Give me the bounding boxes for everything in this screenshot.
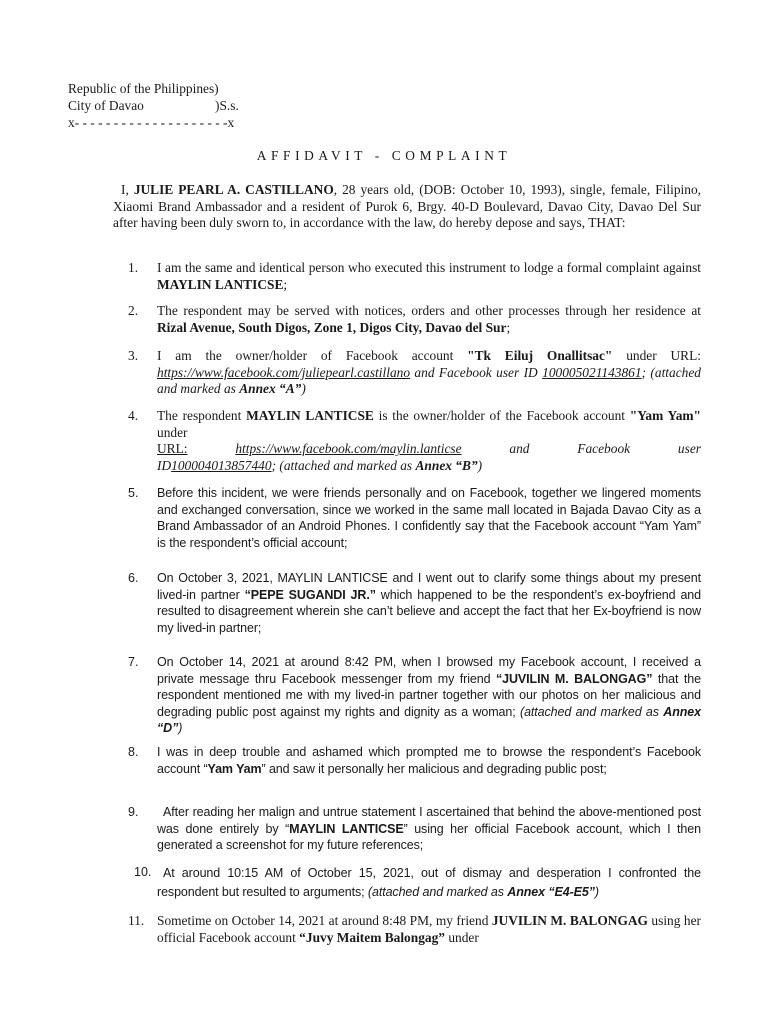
intro-paragraph: [113, 182, 701, 232]
item-3-end: ): [301, 381, 306, 397]
item-4-user: user: [677, 441, 701, 457]
respondent-account-name: Yam Yam: [207, 761, 262, 776]
item-3-text-b: under URL:: [612, 348, 702, 363]
annex-d: Annex “D”: [157, 704, 701, 736]
caption-divider: x- - - - - - - - - - - - - - - - - - - -x: [68, 115, 235, 130]
item-number: 11.: [128, 913, 145, 928]
item-4-end: ): [477, 457, 483, 473]
item-4-text-b: is the owner/holder of the Facebook account: [373, 408, 630, 423]
annex-a: Annex “A”: [239, 381, 302, 397]
affiant-account-name: "Tk Eiluj Onallitsac": [467, 348, 613, 363]
item-text: [157, 348, 701, 398]
item-6-text-a: On October 3, 2021, MAYLIN LANTICSE and I went out to clarify some things about my present lived-in partner: [157, 571, 701, 602]
affiant-user-id: 100005021143861: [542, 364, 642, 380]
item-4-line-1: [157, 408, 701, 441]
item-11-text-c: under: [444, 929, 479, 945]
respondent-account-name: "Yam Yam": [629, 408, 701, 423]
item-4-and: and: [509, 441, 530, 457]
item-number: 1.: [128, 260, 139, 275]
respondent-name: MAYLIN LANTICSE: [289, 821, 404, 836]
item-3-text-d: ; (attached and marked as: [157, 364, 701, 397]
caption-city: [68, 98, 239, 115]
id-label: ID: [157, 457, 172, 473]
item-10-end: ): [594, 885, 599, 899]
item-4-facebook: Facebook: [577, 441, 631, 457]
item-1-text: I am the same and identical person who executed this instrument to lodge a formal complaint against: [157, 260, 701, 275]
item-text: Before this incident, we were friends personally and on Facebook, together we lingered moments and exchanged conversation, since we worked in the same mall located in Bajada Davao City as a Brand Ambassador of an Android Phones. I confidently say that the Facebook account “Yam Yam” is the respondent’s official account;: [157, 486, 701, 550]
item-4-line-3: [157, 458, 701, 475]
item-4-text-g: ; (attached and marked as: [271, 457, 416, 473]
respondent-profile-link[interactable]: https://www.facebook.com/maylin.lanticse: [235, 441, 462, 457]
item-number: 9.: [128, 805, 139, 819]
item-11-text-a: Sometime on October 14, 2021 at around 8:48 PM, my friend: [157, 913, 492, 928]
item-6-text-b: which happened to be the respondent’s ex-boyfriend and resulted to disagreement wherein she can’t believe and accept the fact that her Ex-boyfriend is now my lived-in partner;: [157, 587, 702, 635]
friend-name: JUVILIN M. BALONGAG: [491, 913, 648, 928]
item-text: [157, 744, 701, 777]
respondent-address: Rizal Avenue, South Digos, Zone 1, Digos City, Davao del Sur: [157, 319, 507, 335]
item-text: [157, 913, 701, 946]
affiant-name: JULIE PEARL A. CASTILLANO: [133, 182, 334, 197]
item-2-end: ;: [506, 319, 511, 335]
item-8-text-b: ” and saw it personally her malicious and degrading public post;: [261, 761, 607, 776]
intro-text: , 28 years old, (DOB: October 10, 1993), single, female, Filipino, Xiaomi Brand Ambassador and a resident of Purok 6, Brgy. 40-D Boulevard, Davao City, Davao Del Sur after having been duly sworn to, in accordance with the law, do hereby depose and says, THAT:: [113, 182, 701, 231]
item-9-text-b: ” using her official Facebook account, which I then generated a screenshot for my future references;: [157, 821, 701, 853]
respondent-name: MAYLIN LANTICSE: [157, 276, 284, 292]
item-11-text-b: using her official Facebook account: [157, 913, 701, 945]
item-number: 7.: [128, 655, 139, 669]
item-text: [157, 303, 701, 336]
item-text: [157, 804, 701, 854]
item-10-text-a: At around 10:15 AM of October 15, 2021, out of dismay and desperation I confronted the respondent but resulted to arguments;: [157, 866, 701, 899]
respondent-name: MAYLIN LANTICSE: [246, 408, 374, 423]
caption-republic: Republic of the Philippines): [68, 81, 219, 96]
intro-lead: I,: [121, 182, 134, 197]
item-text: [157, 408, 701, 474]
caption-city-name: City of Davao: [68, 98, 144, 113]
url-label: URL:: [157, 441, 188, 457]
friend-account-name: “Juvy Maitem Balongag”: [299, 929, 445, 945]
annex-b: Annex “B”: [415, 457, 478, 473]
item-3-text-c: and Facebook user ID: [410, 364, 543, 380]
item-7-end: ): [178, 721, 183, 736]
item-7-ital: (attached and marked as: [520, 704, 664, 719]
item-text: [157, 654, 701, 737]
item-4-line-2: [157, 441, 701, 458]
partner-name: “PEPE SUGANDI JR.”: [244, 587, 376, 602]
item-7-text-b: that the respondent mentioned me with my lived-in partner together with our photos on her malicious and degrading public post against my rights and dignity as a woman;: [157, 671, 701, 719]
item-number: 10.: [134, 865, 152, 879]
item-4-text-c: under: [157, 424, 188, 440]
item-9-text-a: After reading her malign and untrue statement I ascertained that behind the above-mentioned post was done entirely by “: [157, 805, 701, 836]
item-number: 4.: [128, 408, 139, 423]
item-number: 2.: [128, 303, 139, 318]
item-4-text-a: The respondent: [157, 408, 247, 423]
item-text: [157, 864, 701, 902]
item-2-text: The respondent may be served with notices, orders and other processes through her residence at: [157, 303, 701, 318]
item-7-text-a: On October 14, 2021 at around 8:42 PM, when I browsed my Facebook account, I received a private message thru Facebook messenger from my friend: [157, 655, 701, 686]
item-8-text-a: I was in deep trouble and ashamed which prompted me to browse the respondent’s Facebook account “: [157, 745, 701, 776]
item-text: [157, 570, 701, 636]
item-10-ital: (attached and marked as: [367, 885, 508, 899]
item-number: 6.: [128, 571, 139, 585]
friend-name: “JUVILIN M. BALONGAG”: [496, 671, 653, 686]
item-1-end: ;: [283, 276, 288, 292]
respondent-user-id: 100004013857440: [171, 457, 272, 473]
item-number: 3.: [128, 348, 139, 363]
item-number: 8.: [128, 745, 139, 759]
annex-e4-e5: Annex “E4-E5”: [507, 885, 595, 899]
caption-ss: )S.s.: [215, 98, 239, 113]
affiant-profile-link[interactable]: https://www.facebook.com/juliepearl.castillano: [157, 364, 411, 380]
document-title: AFFIDAVIT - COMPLAINT: [256, 148, 512, 163]
item-text: [157, 260, 701, 293]
item-number: 5.: [128, 486, 139, 500]
item-3-text-a: I am the owner/holder of Facebook account: [157, 348, 468, 363]
